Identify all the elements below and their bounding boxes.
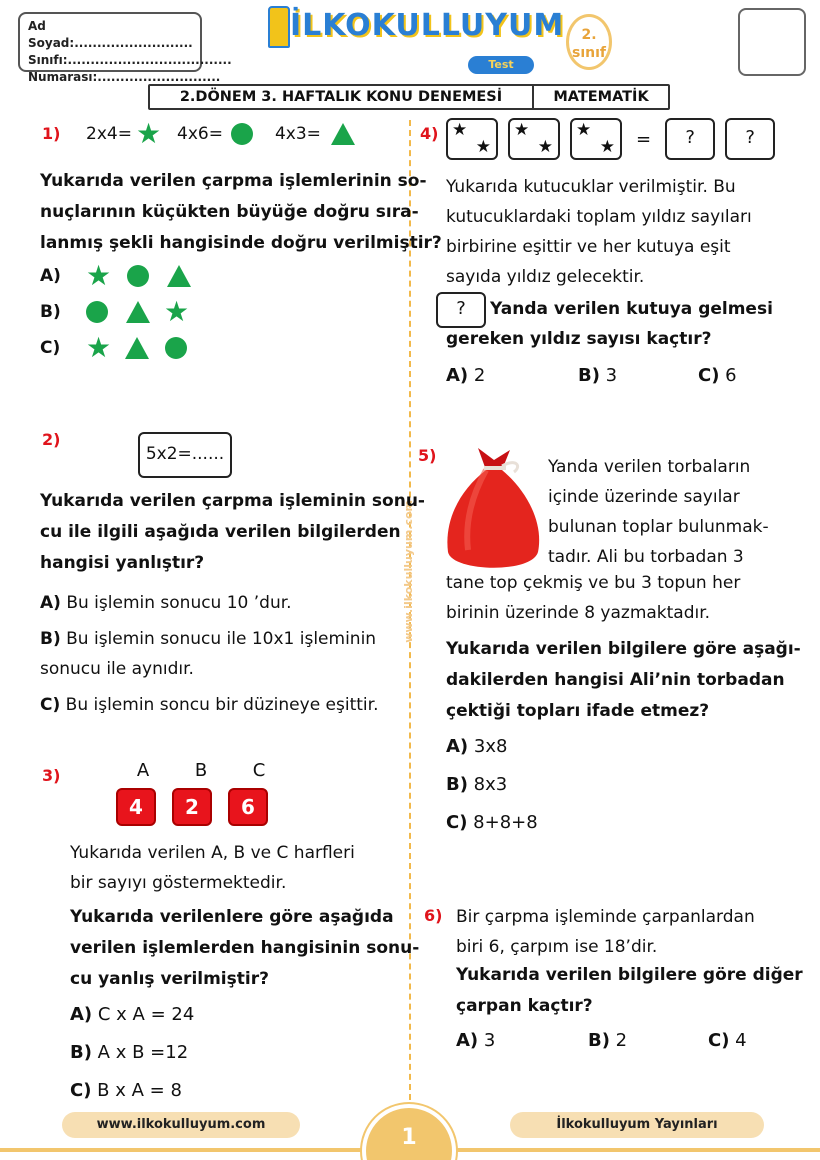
star-icon: ★ [475,137,491,157]
q1-number: 1) [42,124,61,143]
q3-letters [114,760,288,781]
triangle-shape [331,123,355,145]
star-icon: ★ [135,117,162,150]
q5-question [446,634,801,727]
pencil-icon [268,6,290,48]
q5-option-c[interactable] [446,804,538,842]
q4-line3: birbirine eşittir ve her kutuya eşit [446,237,731,257]
q3-tile-b: 2 [172,788,212,826]
q1-line2: nuçlarının küçükten büyüğe doğru sıra- [40,202,419,222]
q4-star-box [570,118,622,160]
q2-line1: Yukarıda verilen çarpma işleminin sonu- [40,491,425,511]
q5-line2: içinde üzerinde sayılar [548,487,740,507]
q4-option-a-text: 2 [468,365,486,386]
q4-option-c-label: C) [698,365,720,386]
q3-qline2: verilen işlemlerden hangisinin sonu- [70,938,420,958]
q3-line1: Yukarıda verilen A, B ve C harfleri [70,843,355,863]
triangle-shape [167,265,191,287]
student-info-box [18,12,232,84]
q2-line3: hangisi yanlıştır? [40,553,205,573]
q4-line2: kutucuklardaki toplam yıldız sayıları [446,207,752,227]
q6-option-b-label: B) [588,1030,610,1051]
q1-option-c-label: C) [40,338,61,358]
q3-option-a[interactable] [70,996,194,1034]
q1-expressions [86,118,355,150]
star-icon: ★ [86,331,112,364]
q2-option-b-text1: Bu işlemin sonucu ile 10x1 işleminin [60,629,377,649]
q5-option-b-label: B) [446,774,468,795]
star-icon: ★ [537,137,553,157]
q1-question [40,166,442,259]
q3-options [70,996,194,1110]
q6-options [456,1026,747,1056]
q3-line2: bir sayıyı göstermektedir. [70,873,287,893]
q4-option-c-text: 6 [719,365,737,386]
q4-star-boxes [446,118,775,160]
q6-question [456,960,803,1022]
q2-options [40,588,400,720]
triangle-shape [126,301,150,323]
q2-question [40,486,425,579]
q4-qline1: Yanda verilen kutuya gelmesi [490,299,773,319]
q5-number: 5) [418,446,437,465]
page-title: 2.DÖNEM 3. HAFTALIK KONU DENEMESİ [150,86,534,108]
grade-badge [566,14,612,70]
q4-option-c[interactable] [698,362,737,390]
star-icon: ★ [599,137,615,157]
star-icon: ★ [86,259,112,292]
q3-tiles [116,788,268,826]
q4-qline2: gereken yıldız sayısı kaçtır? [446,329,712,349]
star-icon: ★ [514,120,530,140]
q2-number: 2) [42,430,61,449]
sack-image [440,440,546,576]
q3-option-b-label: B) [70,1042,92,1063]
q4-text [446,172,752,292]
q3-number: 3) [42,766,61,785]
number-label: Numarası:........................... [28,70,221,84]
q4-options [446,362,737,390]
q2-option-b-label: B) [40,629,61,649]
q5-option-a-text: 3x8 [468,736,508,757]
q5-option-b-text: 8x3 [467,774,508,795]
q4-option-a-label: A) [446,365,469,386]
footer-publisher: İlkokulluyum Yayınları [510,1112,764,1138]
q5-text-below [446,568,740,628]
q5-option-a[interactable] [446,728,538,766]
star-icon: ★ [452,120,468,140]
q2-option-c-text: Bu işlemin soncu bir düzineye eşittir. [60,695,379,715]
q5-qline3: çektiği topları ifade etmez? [446,701,710,721]
site-logo: İLKOKULLUYUM [290,8,565,43]
q1-expr1: 2x4= [86,124,132,144]
q4-star-box [508,118,560,160]
q6-option-b[interactable] [588,1026,708,1056]
q2-option-a-label: A) [40,593,61,613]
q3-letter-b: B [194,760,208,781]
q5-options [446,728,538,842]
q2-option-c[interactable] [40,690,400,720]
class-label: Sınıfı:.................................... [28,53,232,67]
q6-text [456,902,755,962]
q3-tile-c: 6 [228,788,268,826]
footer-website[interactable]: www.ilkokulluyum.com [62,1112,300,1138]
q3-qline1: Yukarıda verilenlere göre aşağıda [70,907,394,927]
q5-option-c-label: C) [446,812,468,833]
star-icon: ★ [164,295,190,328]
q6-number: 6) [424,906,443,925]
q2-option-b[interactable] [40,624,400,684]
q6-option-c-label: C) [708,1030,730,1051]
q3-letter-c: C [252,760,266,781]
q1-expr2: 4x6= [177,124,223,144]
q3-option-a-label: A) [70,1004,93,1025]
subject-label: MATEMATİK [553,89,649,105]
q5-line1: Yanda verilen torbaların [548,457,751,477]
q4-unknown-box: ? [665,118,715,160]
page-number: 1 [362,1104,456,1160]
q2-option-b-text2: sonucu ile aynıdır. [40,659,194,679]
q1-option-b-label: B) [40,302,61,322]
q5-qline1: Yukarıda verilen bilgilere göre aşağı- [446,639,801,659]
photo-box [738,8,806,76]
circle-shape [231,123,253,145]
q5-option-a-label: A) [446,736,469,757]
q4-option-b-label: B) [578,365,600,386]
q3-qline3: cu yanlış verilmiştir? [70,969,269,989]
q3-option-c-label: C) [70,1080,92,1101]
q4-side-box: ? [436,292,486,328]
q5-option-b[interactable] [446,766,538,804]
circle-shape [127,265,149,287]
q2-line2: cu ile ilgili aşağıda verilen bilgilerden [40,522,401,542]
q2-option-a[interactable] [40,588,400,618]
q1-options [40,258,191,366]
grade-number: 2. [581,27,597,43]
q2-option-a-text: Bu işlemin sonucu 10 ’dur. [60,593,292,613]
q4-line1: Yukarıda kutucuklar verilmiştir. Bu [446,177,736,197]
q1-expr3: 4x3= [274,124,321,144]
q4-option-b[interactable] [578,362,698,390]
title-bar [148,84,670,110]
q3-tile-a: 4 [116,788,156,826]
q3-option-c[interactable] [70,1072,194,1110]
q4-number: 4) [420,124,439,143]
q3-option-a-text: C x A = 24 [92,1004,195,1025]
q1-line1: Yukarıda verilen çarpma işlemlerinin so- [40,171,427,191]
q6-line1: Bir çarpma işleminde çarpanlardan [456,907,755,927]
q1-option-a-label: A) [40,266,61,286]
q6-qline2: çarpan kaçtır? [456,996,593,1016]
q6-line2: biri 6, çarpım ise 18’dir. [456,937,658,957]
q5-option-c-text: 8+8+8 [467,812,538,833]
star-icon: ★ [576,120,592,140]
q4-option-a[interactable] [446,362,578,390]
q5-qline2: dakilerden hangisi Ali’nin torbadan [446,670,785,690]
q2-expression-box: 5x2=...... [138,432,232,478]
q5-line5: tane top çekmiş ve bu 3 topun her [446,573,741,593]
q4-star-box [446,118,498,160]
q1-option-b[interactable] [40,294,191,330]
q3-option-c-text: B x A = 8 [91,1080,182,1101]
q3-text [70,838,355,898]
q6-option-a-label: A) [456,1030,479,1051]
q3-option-b[interactable] [70,1034,194,1072]
triangle-shape [125,337,149,359]
q3-letter-a: A [136,760,150,781]
q6-option-c-text: 4 [729,1030,747,1051]
test-badge: Test [468,56,534,74]
q1-option-c[interactable] [40,330,191,366]
q4-unknown-box: ? [725,118,775,160]
q6-qline1: Yukarıda verilen bilgilere göre diğer [456,965,803,985]
q4-equals: = [636,128,652,150]
circle-shape [86,301,108,323]
q1-line3: lanmış şekli hangisinde doğru verilmiştir? [40,233,442,253]
q6-option-a-text: 3 [478,1030,496,1051]
q6-option-b-text: 2 [609,1030,628,1051]
q5-line4: tadır. Ali bu torbadan 3 [548,547,744,567]
watermark: www.ilkokulluyum.com [402,500,415,643]
q6-option-a[interactable] [456,1026,588,1056]
q6-option-c[interactable] [708,1026,747,1056]
q4-option-b-text: 3 [599,365,618,386]
grade-word: sınıf [572,45,606,61]
circle-shape [165,337,187,359]
q2-option-c-label: C) [40,695,61,715]
name-label: Ad Soyad:.......................... [28,19,193,50]
q3-question [70,902,419,995]
q5-text-right [548,452,769,572]
q1-option-a[interactable] [40,258,191,294]
q5-line6: birinin üzerinde 8 yazmaktadır. [446,603,711,623]
q3-option-b-text: A x B =12 [91,1042,189,1063]
q4-line4: sayıda yıldız gelecektir. [446,267,645,287]
q5-line3: bulunan toplar bulunmak- [548,517,769,537]
